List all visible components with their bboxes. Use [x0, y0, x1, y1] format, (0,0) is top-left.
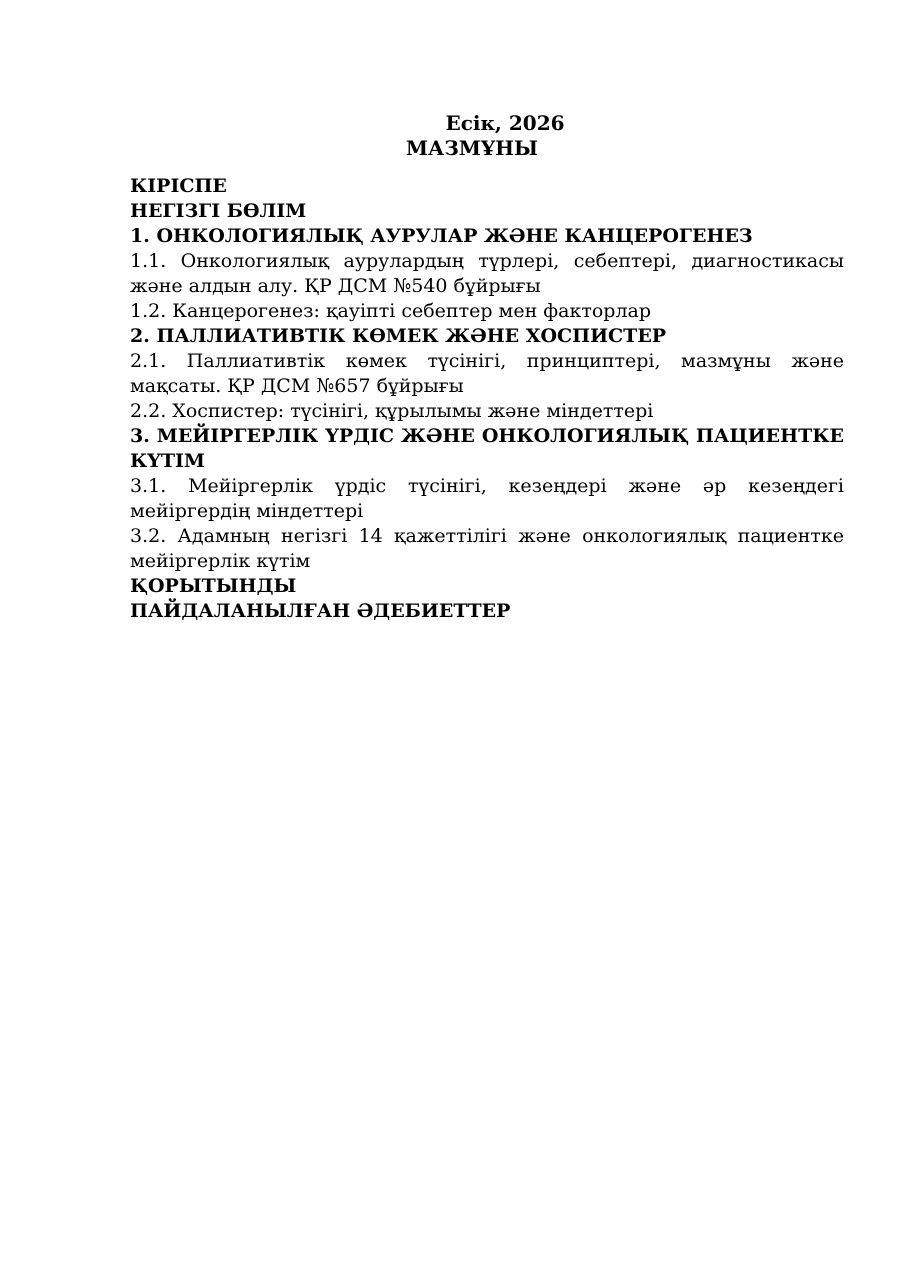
table-of-contents — [130, 174, 844, 624]
toc-section-3: 3. МЕЙІРГЕРЛІК ҮРДІС ЖӘНЕ ОНКОЛОГИЯЛЫҚ ПАЦИЕНТКЕ КҮТІМ — [130, 425, 844, 472]
toc-item-2-2: 2.2. Хоспистер: түсінігі, құрылымы және міндеттері — [130, 400, 654, 422]
toc-item-1-2: 1.2. Канцерогенез: қауіпті себептер мен факторлар — [130, 300, 652, 322]
page-title: МАЗМҰНЫ — [405, 136, 539, 160]
place-year: Есік, 2026 — [445, 111, 565, 135]
toc-references: ПАЙДАЛАНЫЛҒАН ӘДЕБИЕТТЕР — [130, 600, 511, 622]
toc-item-2-1: 2.1. Паллиативтік көмек түсінігі, принциптері, мазмұны және мақсаты. ҚР ДСМ №657 бұйрығы — [130, 350, 844, 397]
document-page — [130, 111, 844, 624]
toc-item-1-1: 1.1. Онкологиялық аурулардың түрлері, себептері, диагностикасы және алдын алу. ҚР ДСМ №540 бұйрығы — [130, 250, 844, 297]
toc-conclusion: ҚОРЫТЫНДЫ — [130, 575, 297, 597]
toc-main-part: НЕГІЗГІ БӨЛІМ — [130, 200, 307, 222]
toc-item-3-1: 3.1. Мейіргерлік үрдіс түсінігі, кезеңдері және әр кезеңдегі мейіргердің міндеттері — [130, 475, 844, 522]
toc-introduction: КІРІСПЕ — [130, 175, 227, 197]
toc-section-1: 1. ОНКОЛОГИЯЛЫҚ АУРУЛАР ЖӘНЕ КАНЦЕРОГЕНЕЗ — [130, 225, 753, 247]
toc-item-3-2: 3.2. Адамның негізгі 14 қажеттілігі және онкологиялық пациентке мейіргерлік күтім — [130, 525, 844, 572]
toc-section-2: 2. ПАЛЛИАТИВТІК КӨМЕК ЖӘНЕ ХОСПИСТЕР — [130, 325, 667, 347]
